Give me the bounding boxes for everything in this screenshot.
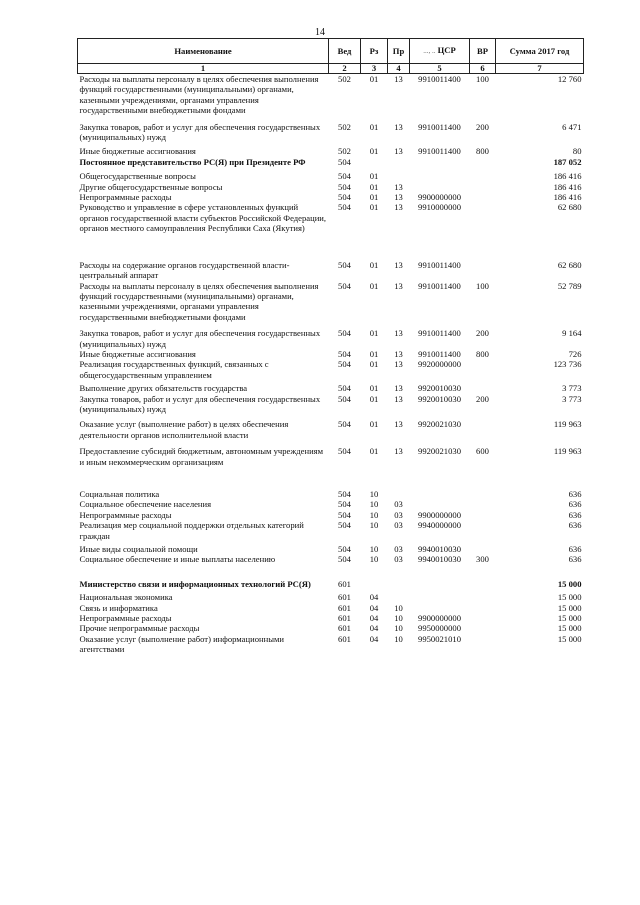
table-row (78, 419, 584, 446)
row-csr (410, 592, 470, 602)
row-ved: 504 (338, 156, 351, 167)
row-csr: 9910011400 (418, 74, 461, 84)
row-ved: 504 (338, 393, 351, 404)
row-sum: 15 000 (557, 592, 582, 603)
row-ved: 504 (338, 383, 351, 394)
header-ved: Вед (329, 39, 361, 64)
row-name: Расходы на содержание органов государственной власти- центральный аппарат (79, 259, 290, 281)
row-vr: 300 (476, 554, 489, 565)
row-sum: 186 416 (553, 192, 582, 203)
row-csr: 9900000000 (418, 509, 461, 520)
row-csr: 9910011400 (418, 280, 461, 291)
row-name: Социальное обеспечение и иные выплаты населению (79, 554, 276, 565)
row-pr: 10 (394, 633, 403, 644)
row-pr: 10 (394, 602, 403, 613)
row-pr: 13 (394, 259, 403, 270)
table-row (78, 171, 584, 181)
row-sum: 636 (568, 544, 582, 555)
row-csr: 9950000000 (418, 623, 461, 634)
budget-table-body (78, 74, 584, 655)
row-csr: 9940000000 (418, 520, 461, 531)
row-ved: 601 (338, 633, 351, 644)
row-pr: 13 (394, 202, 403, 213)
table-row (78, 554, 584, 578)
row-vr (470, 592, 496, 602)
row-csr: 9900000000 (418, 613, 461, 624)
row-vr: 600 (476, 446, 489, 457)
row-vr (470, 510, 496, 520)
row-sum: 636 (568, 554, 582, 565)
row-sum: 15 000 (557, 613, 582, 624)
row-name: Постоянное представительство РС(Я) при Президенте РФ (79, 156, 306, 167)
row-rz: 01 (369, 328, 379, 339)
row-vr (470, 260, 496, 281)
row-vr (470, 202, 496, 259)
row-name: Оказание услуг (выполнение работ) в целях обеспечения деятельности органов исполнительной власти (79, 419, 289, 440)
row-rz: 10 (369, 520, 379, 531)
table-row (78, 157, 584, 171)
row-rz: 10 (369, 489, 379, 499)
column-number: 2 (329, 64, 361, 74)
row-ved: 504 (338, 509, 351, 520)
row-rz: 01 (369, 146, 379, 157)
row-rz (361, 579, 388, 592)
row-name: Министерство связи и информационных технологий РС(Я) (79, 578, 311, 589)
header-rz: Рз (361, 39, 388, 64)
row-sum: 636 (568, 509, 582, 520)
row-sum: 6 471 (562, 121, 582, 132)
table-row (78, 634, 584, 655)
row-rz: 04 (369, 633, 379, 644)
row-name: Предоставление субсидий бюджетным, автономным учреждениям и иным некоммерческим организациям (79, 446, 324, 467)
row-ved: 502 (338, 121, 351, 132)
row-sum: 636 (568, 499, 582, 510)
row-sum: 15 000 (557, 623, 582, 634)
row-name: Социальное обеспечение населения (79, 499, 212, 510)
row-csr (410, 171, 470, 181)
table-row (78, 146, 584, 156)
row-csr: 9950021010 (418, 633, 461, 644)
row-pr (388, 592, 410, 602)
row-csr (410, 499, 470, 509)
row-vr (470, 419, 496, 446)
row-name: Другие общегосударственные вопросы (79, 181, 223, 192)
row-vr (470, 579, 496, 592)
row-rz: 01 (369, 202, 379, 213)
table-row (78, 182, 584, 192)
row-pr: 13 (394, 419, 403, 430)
row-ved: 502 (338, 74, 351, 84)
row-ved: 601 (338, 592, 351, 603)
row-rz: 01 (369, 121, 379, 132)
row-ved: 504 (338, 328, 351, 339)
row-name: Прочие непрограммные расходы (79, 623, 200, 634)
row-vr (470, 520, 496, 544)
row-pr: 13 (394, 192, 403, 203)
row-sum: 726 (568, 348, 582, 359)
row-rz: 01 (369, 393, 379, 404)
row-csr: 9910011400 (418, 348, 461, 359)
column-number: 1 (78, 64, 329, 74)
table-row (78, 281, 584, 329)
row-vr (470, 603, 496, 613)
header-vr: ВР (470, 39, 496, 64)
row-name: Расходы на выплаты персоналу в целях обеспечения выполнения функций государственными (муниципальными) органами, казенными учреждениями, органами управления государственными внебюджетными фондами (79, 74, 319, 116)
row-sum: 12 760 (557, 74, 582, 84)
row-vr (470, 182, 496, 192)
row-pr: 10 (394, 623, 403, 634)
row-rz: 01 (369, 280, 379, 291)
row-csr: 9920010030 (418, 393, 461, 404)
row-pr (388, 171, 410, 181)
header-name: Наименование (78, 39, 329, 64)
row-csr: 9940010030 (418, 544, 461, 555)
header-csr-prefix: ..., .. (423, 47, 436, 56)
row-pr: 13 (394, 328, 403, 339)
row-rz: 01 (369, 171, 379, 182)
row-sum: 186 416 (553, 171, 582, 182)
row-ved: 504 (338, 419, 351, 430)
row-rz: 04 (369, 613, 379, 624)
table-row (78, 623, 584, 633)
row-name: Расходы на выплаты персоналу в целях обеспечения выполнения функций государственными (муниципальными) органами, казенными учреждениями, органами управления государственными внебюджетными фондами (79, 280, 319, 322)
row-ved: 502 (338, 146, 351, 157)
row-sum: 3 773 (562, 383, 582, 394)
page-number: 14 (315, 27, 325, 38)
table-row (78, 510, 584, 520)
column-number: 3 (361, 64, 388, 74)
row-sum: 15 000 (557, 633, 582, 644)
row-name: Непрограммные расходы (79, 509, 172, 520)
row-ved: 504 (338, 359, 351, 370)
table-row (78, 613, 584, 623)
header-sum: Сумма 2017 год (496, 39, 584, 64)
row-vr (470, 157, 496, 171)
row-vr (470, 192, 496, 202)
row-ved: 504 (338, 446, 351, 457)
table-row (78, 520, 584, 544)
row-sum: 9 164 (562, 328, 582, 339)
table-header-row (78, 39, 584, 64)
row-ved: 504 (338, 202, 351, 213)
row-name: Связь и информатика (79, 602, 158, 613)
row-ved: 504 (338, 499, 351, 510)
table-row (78, 383, 584, 393)
row-csr: 9910011400 (418, 121, 461, 132)
row-sum: 119 963 (553, 419, 582, 430)
row-ved: 601 (338, 613, 351, 624)
row-name: Непрограммные расходы (79, 192, 172, 203)
row-vr (470, 634, 496, 655)
row-rz: 04 (369, 592, 379, 603)
row-csr (410, 157, 470, 171)
row-name: Выполнение других обязательств государства (79, 383, 248, 394)
row-csr: 9910011400 (418, 328, 461, 339)
row-csr (410, 182, 470, 192)
row-vr (470, 359, 496, 383)
row-ved: 504 (338, 192, 351, 203)
row-rz: 01 (369, 359, 379, 370)
row-sum: 186 416 (553, 181, 582, 192)
row-pr: 03 (394, 554, 403, 565)
row-ved: 601 (338, 623, 351, 634)
table-row (78, 544, 584, 554)
table-row (78, 446, 584, 489)
row-name: Непрограммные расходы (79, 613, 172, 624)
row-rz: 01 (369, 383, 379, 394)
row-csr (410, 579, 470, 592)
row-ved: 601 (338, 578, 351, 589)
row-pr: 03 (394, 509, 403, 520)
table-row (78, 260, 584, 281)
row-rz: 10 (369, 554, 379, 565)
row-pr: 13 (394, 146, 403, 157)
row-vr (470, 383, 496, 393)
column-number: 6 (470, 64, 496, 74)
table-row (78, 328, 584, 349)
row-vr: 100 (476, 74, 489, 84)
row-pr (388, 579, 410, 592)
table-row (78, 489, 584, 499)
row-rz: 10 (369, 509, 379, 520)
table-row (78, 359, 584, 383)
row-sum: 52 789 (557, 280, 582, 291)
row-pr: 03 (394, 544, 403, 555)
table-row (78, 499, 584, 509)
column-number: 4 (388, 64, 410, 74)
row-rz: 01 (369, 446, 379, 457)
row-ved: 601 (338, 602, 351, 613)
row-pr: 13 (394, 393, 403, 404)
row-ved: 504 (338, 554, 351, 565)
row-ved: 504 (338, 348, 351, 359)
row-csr (410, 603, 470, 613)
row-sum: 636 (568, 520, 582, 531)
row-vr: 200 (476, 121, 489, 132)
table-row (78, 349, 584, 359)
row-ved: 504 (338, 544, 351, 555)
row-pr: 13 (394, 280, 403, 291)
row-csr: 9920000000 (418, 359, 461, 370)
row-name: Закупка товаров, работ и услуг для обеспечения государственных (муниципальных) нужд (79, 393, 321, 414)
row-ved: 504 (338, 259, 351, 270)
row-rz: 01 (369, 259, 379, 270)
table-row (78, 202, 584, 259)
row-vr (470, 171, 496, 181)
row-rz: 01 (369, 348, 379, 359)
table-row (78, 394, 584, 420)
row-pr: 13 (394, 359, 403, 370)
row-name: Иные бюджетные ассигнования (79, 348, 196, 359)
row-sum: 123 736 (553, 359, 582, 370)
row-rz: 01 (369, 74, 379, 84)
row-rz: 01 (369, 181, 379, 192)
header-pr: Пр (388, 39, 410, 64)
header-csr (410, 39, 470, 64)
row-csr: 9910011400 (418, 146, 461, 157)
row-vr (470, 623, 496, 633)
row-pr (388, 157, 410, 171)
row-name: Иные виды социальной помощи (79, 544, 198, 555)
table-row (78, 579, 584, 592)
row-pr: 13 (394, 181, 403, 192)
row-ved: 504 (338, 280, 351, 291)
row-sum: 15 000 (557, 602, 582, 613)
row-csr: 9900000000 (418, 192, 461, 203)
row-pr: 13 (394, 348, 403, 359)
row-name: Национальная экономика (79, 592, 173, 603)
row-sum: 3 773 (562, 393, 582, 404)
row-sum: 636 (568, 489, 582, 499)
row-pr: 03 (394, 499, 403, 510)
row-vr (470, 613, 496, 623)
row-vr: 800 (476, 348, 489, 359)
row-name: Общегосударственные вопросы (79, 171, 196, 182)
row-pr (388, 489, 410, 499)
row-sum: 15 000 (557, 578, 582, 589)
column-number: 7 (496, 64, 584, 74)
row-vr (470, 499, 496, 509)
row-sum: 80 (572, 146, 582, 157)
row-ved: 504 (338, 520, 351, 531)
row-ved: 504 (338, 181, 351, 192)
row-name: Реализация мер социальной поддержки отдельных категорий граждан (79, 520, 304, 541)
row-vr: 200 (476, 328, 489, 339)
row-vr: 100 (476, 280, 489, 291)
budget-table (77, 38, 584, 655)
column-number: 5 (410, 64, 470, 74)
row-pr: 13 (394, 383, 403, 394)
table-row (78, 603, 584, 613)
table-row (78, 192, 584, 202)
row-ved: 504 (338, 489, 351, 499)
table-row (78, 122, 584, 147)
row-csr: 9920010030 (418, 383, 461, 394)
row-csr: 9920021030 (418, 446, 461, 457)
row-csr: 9940010030 (418, 554, 461, 565)
row-pr: 03 (394, 520, 403, 531)
row-csr: 9910011400 (418, 259, 461, 270)
table-row (78, 74, 584, 122)
row-sum: 62 680 (557, 259, 582, 270)
row-rz: 10 (369, 499, 379, 510)
table-row (78, 592, 584, 602)
row-sum: 119 963 (553, 446, 582, 457)
row-pr: 13 (394, 121, 403, 132)
row-pr: 13 (394, 446, 403, 457)
row-sum: 62 680 (557, 202, 582, 213)
row-sum: 187 052 (553, 156, 582, 167)
row-vr: 200 (476, 393, 489, 404)
row-pr: 13 (394, 74, 403, 84)
row-rz: 01 (369, 419, 379, 430)
row-rz: 10 (369, 544, 379, 555)
row-name: Оказание услуг (выполнение работ) информационными агентствами (79, 633, 285, 655)
row-rz: 04 (369, 623, 379, 634)
row-csr: 9910000000 (418, 202, 461, 213)
row-name: Закупка товаров, работ и услуг для обеспечения государственных (муниципальных) нужд (79, 328, 321, 349)
row-vr: 800 (476, 146, 489, 157)
row-ved: 504 (338, 171, 351, 182)
row-rz (361, 157, 388, 171)
row-csr: 9920021030 (418, 419, 461, 430)
header-csr-label: ЦСР (437, 45, 456, 56)
row-pr: 10 (394, 613, 403, 624)
row-vr (470, 544, 496, 554)
row-name: Реализация государственных функций, связанных с общегосударственным управлением (79, 359, 269, 380)
row-name: Иные бюджетные ассигнования (79, 146, 196, 157)
row-csr (410, 489, 470, 499)
row-name: Закупка товаров, работ и услуг для обеспечения государственных (муниципальных) нужд (79, 121, 321, 143)
row-name: Социальная политика (79, 489, 160, 499)
row-vr (470, 489, 496, 499)
column-number-row (78, 64, 584, 74)
row-name: Руководство и управление в сфере установленных функций органов государственной власти субъектов Российской Федерации, органов местного самоуправления Республики Саха (Якутия) (79, 202, 327, 234)
row-rz: 01 (369, 192, 379, 203)
row-rz: 04 (369, 602, 379, 613)
